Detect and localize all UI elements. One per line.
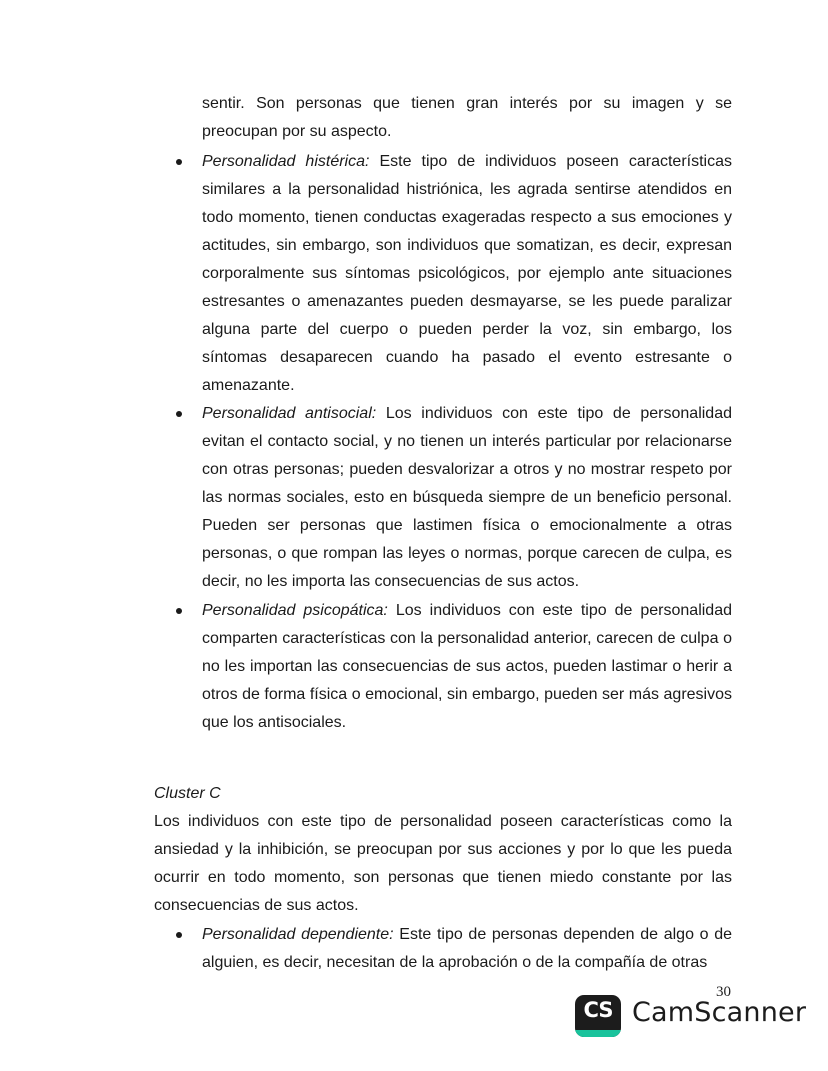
section-heading-cluster-c: Cluster C (154, 785, 221, 802)
bullet-term: Personalidad psicopática: (202, 602, 388, 619)
cluster-c-paragraph: Los individuos con este tipo de personalidad poseen características como la ansiedad y la inhibición, se preocupan por sus acciones y por lo que les pueda ocurrir en todo momento, son personas que tienen miedo constante por las consecuencias de sus actos. (154, 813, 732, 914)
bullet-personalidad-histerica (202, 148, 732, 400)
bullet-text: Este tipo de individuos poseen características similares a la personalidad histriónica, les agrada sentirse atendidos en todo momento, tienen conductas exageradas respecto a sus emociones y actitudes, sin embargo, son individuos que somatizan, es decir, expresan corporalmente sus síntomas psicológicos, por ejemplo ante situaciones estresantes o amenazantes pueden desmayarse, se les puede paralizar alguna parte del cuerpo o pueden perder la voz, sin embargo, los síntomas desaparecen cuando ha pasado el evento estresante o amenazante. (202, 153, 732, 394)
bullet-text: Los individuos con este tipo de personalidad comparten características con la personalidad anterior, carecen de culpa o no les importan las consecuencias de sus actos, pueden lastimar o herir a otros de forma física o emocional, sin embargo, pueden ser más agresivos que los antisociales. (202, 602, 733, 731)
bullet-personalidad-antisocial (202, 400, 732, 596)
logo-accent-bar (575, 1030, 621, 1037)
bullet-text: Los individuos con este tipo de personalidad evitan el contacto social, y no tienen un interés particular por relacionarse con otras personas; pueden desvalorizar a otros y no mostrar respeto por las normas sociales, esto en búsqueda siempre de un beneficio personal. Pueden ser personas que lastimen física o emocionalmente a otras personas, o que rompan las leyes o normas, porque carecen de culpa, es decir, no les importa las consecuencias de sus actos. (202, 405, 732, 590)
bullet-dot (176, 932, 182, 938)
bullet-dot (176, 159, 182, 165)
camscanner-logo-icon (575, 995, 621, 1037)
camscanner-watermark-text: CamScanner (632, 997, 807, 1028)
bullet-term: Personalidad histérica: (202, 153, 370, 170)
logo-letters: CS (583, 998, 613, 1022)
bullet-personalidad-psicopatica (202, 597, 732, 737)
bullet-dot (176, 411, 182, 417)
bullet-personalidad-dependiente (202, 921, 732, 977)
bullet-term: Personalidad antisocial: (202, 405, 377, 422)
bullet-term: Personalidad dependiente: (202, 926, 394, 943)
bullet-text: Este tipo de personas dependen de algo o de alguien, es decir, necesitan de la aprobación o de la compañía de otras (202, 926, 733, 971)
page-number: 30 (716, 984, 731, 1000)
intro-continuation: sentir. Son personas que tienen gran interés por su imagen y se preocupan por su aspecto. (202, 95, 732, 140)
bullet-dot (176, 608, 182, 614)
